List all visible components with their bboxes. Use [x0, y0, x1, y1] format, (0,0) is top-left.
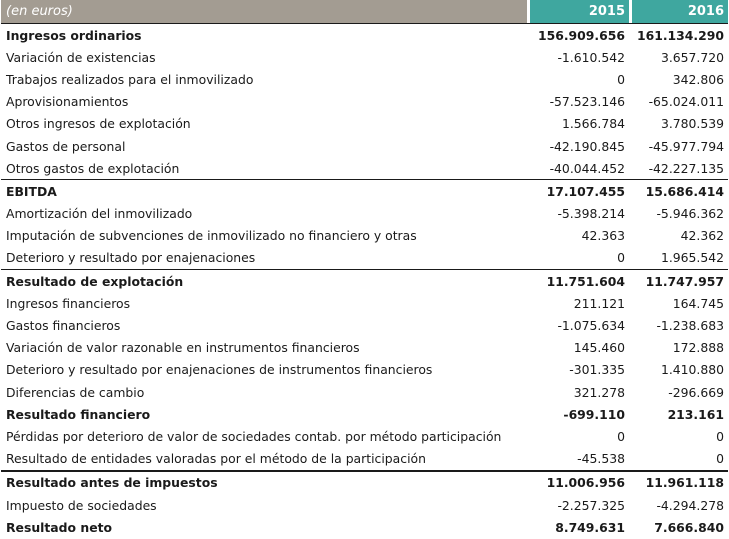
value-2015: -2.257.325 [557, 497, 625, 513]
table-row [1, 381, 728, 403]
value-2015: 42.363 [581, 228, 625, 244]
row-label: Imputación de subvenciones de inmovilizado no financiero y otras [6, 228, 417, 244]
value-2016: 1.965.542 [629, 247, 728, 270]
table-row [1, 448, 728, 471]
row-label: Resultado antes de impuestos [1, 471, 527, 494]
row-label: Diferencias de cambio [6, 384, 145, 400]
value-2015: 0 [617, 428, 625, 444]
row-label: Gastos financieros [6, 318, 121, 334]
table-header-row [1, 0, 728, 23]
value-2015: 1.566.784 [561, 116, 625, 132]
value-2016: -5.946.362 [656, 206, 724, 222]
table-row [1, 270, 728, 292]
table-row [1, 337, 728, 359]
row-label: Variación de existencias [6, 49, 156, 65]
row-label: Resultado neto [6, 519, 113, 535]
table-row [1, 516, 728, 538]
row-label: Trabajos realizados para el inmovilizado [6, 71, 254, 87]
value-2016: 0 [716, 428, 724, 444]
value-2016: -1.238.683 [656, 318, 724, 334]
value-2016: 11.961.118 [629, 471, 728, 494]
header-year-2015: 2015 [527, 0, 629, 23]
table-row [1, 425, 728, 447]
table-row [1, 23, 728, 46]
value-2015: -1.610.542 [557, 49, 625, 65]
header-year-2016: 2016 [629, 0, 728, 23]
value-2015: -301.335 [569, 362, 625, 378]
value-2016: 1.410.880 [660, 362, 724, 378]
row-label: Pérdidas por deterioro de valor de sociedades contab. por método participación [6, 428, 502, 444]
row-label: Resultado de explotación [6, 273, 184, 289]
value-2016: 0 [629, 448, 728, 471]
value-2016: 3.780.539 [660, 116, 724, 132]
table-row [1, 494, 728, 516]
header-units-label: (en euros) [1, 0, 527, 23]
value-2016: -296.669 [668, 384, 724, 400]
value-2015: 0 [527, 247, 629, 270]
value-2015: 145.460 [573, 340, 625, 356]
value-2016: 161.134.290 [629, 23, 728, 46]
value-2016: 213.161 [667, 406, 724, 422]
table-row [1, 46, 728, 68]
value-2015: -57.523.146 [549, 94, 625, 110]
row-label: Amortización del inmovilizado [6, 206, 193, 222]
value-2015: 0 [617, 71, 625, 87]
table-row [1, 113, 728, 135]
value-2016: 42.362 [680, 228, 724, 244]
value-2015: 211.121 [573, 295, 625, 311]
table-row [1, 157, 728, 179]
value-2015: 17.107.455 [527, 179, 629, 202]
value-2015: -42.190.845 [549, 138, 625, 154]
row-label: EBITDA [1, 179, 527, 202]
value-2015: -45.538 [527, 448, 629, 471]
value-2015: 156.909.656 [527, 23, 629, 46]
table-row [1, 91, 728, 113]
value-2015: -40.044.452 [549, 160, 625, 176]
value-2016: 7.666.840 [654, 519, 724, 535]
table-row [1, 403, 728, 425]
table-row [1, 68, 728, 90]
value-2015: 11.006.956 [527, 471, 629, 494]
row-label: Deterioro y resultado por enajenaciones [1, 247, 527, 270]
row-label: Variación de valor razonable en instrumentos financieros [6, 340, 360, 356]
row-label: Otros ingresos de explotación [6, 116, 191, 132]
value-2015: -1.075.634 [557, 318, 625, 334]
row-label: Gastos de personal [6, 138, 126, 154]
value-2016: 342.806 [672, 71, 724, 87]
value-2016: 11.747.957 [645, 273, 724, 289]
row-label: Ingresos financieros [6, 295, 131, 311]
value-2016: 15.686.414 [629, 179, 728, 202]
table-row [1, 225, 728, 247]
value-2016: -65.024.011 [648, 94, 724, 110]
value-2016: 172.888 [672, 340, 724, 356]
table-row [1, 471, 728, 494]
value-2016: -42.227.135 [648, 160, 724, 176]
value-2015: 11.751.604 [546, 273, 625, 289]
table-row [1, 292, 728, 314]
table-row [1, 247, 728, 270]
row-label: Resultado de entidades valoradas por el método de la participación [1, 448, 527, 471]
value-2015: 321.278 [573, 384, 625, 400]
value-2015: -699.110 [563, 406, 625, 422]
income-statement-table [1, 0, 728, 538]
row-label: Resultado financiero [6, 406, 151, 422]
row-label: Ingresos ordinarios [1, 23, 527, 46]
table-row [1, 203, 728, 225]
value-2016: 164.745 [672, 295, 724, 311]
value-2015: 8.749.631 [555, 519, 625, 535]
table-row [1, 135, 728, 157]
row-label: Aprovisionamientos [6, 94, 129, 110]
value-2016: -45.977.794 [648, 138, 724, 154]
value-2015: -5.398.214 [557, 206, 625, 222]
value-2016: 3.657.720 [660, 49, 724, 65]
table-row [1, 314, 728, 336]
table-row [1, 359, 728, 381]
row-label: Impuesto de sociedades [6, 497, 157, 513]
table-row [1, 179, 728, 202]
row-label: Otros gastos de explotación [6, 160, 180, 176]
row-label: Deterioro y resultado por enajenaciones de instrumentos financieros [6, 362, 433, 378]
table-body [1, 23, 728, 538]
value-2016: -4.294.278 [656, 497, 724, 513]
